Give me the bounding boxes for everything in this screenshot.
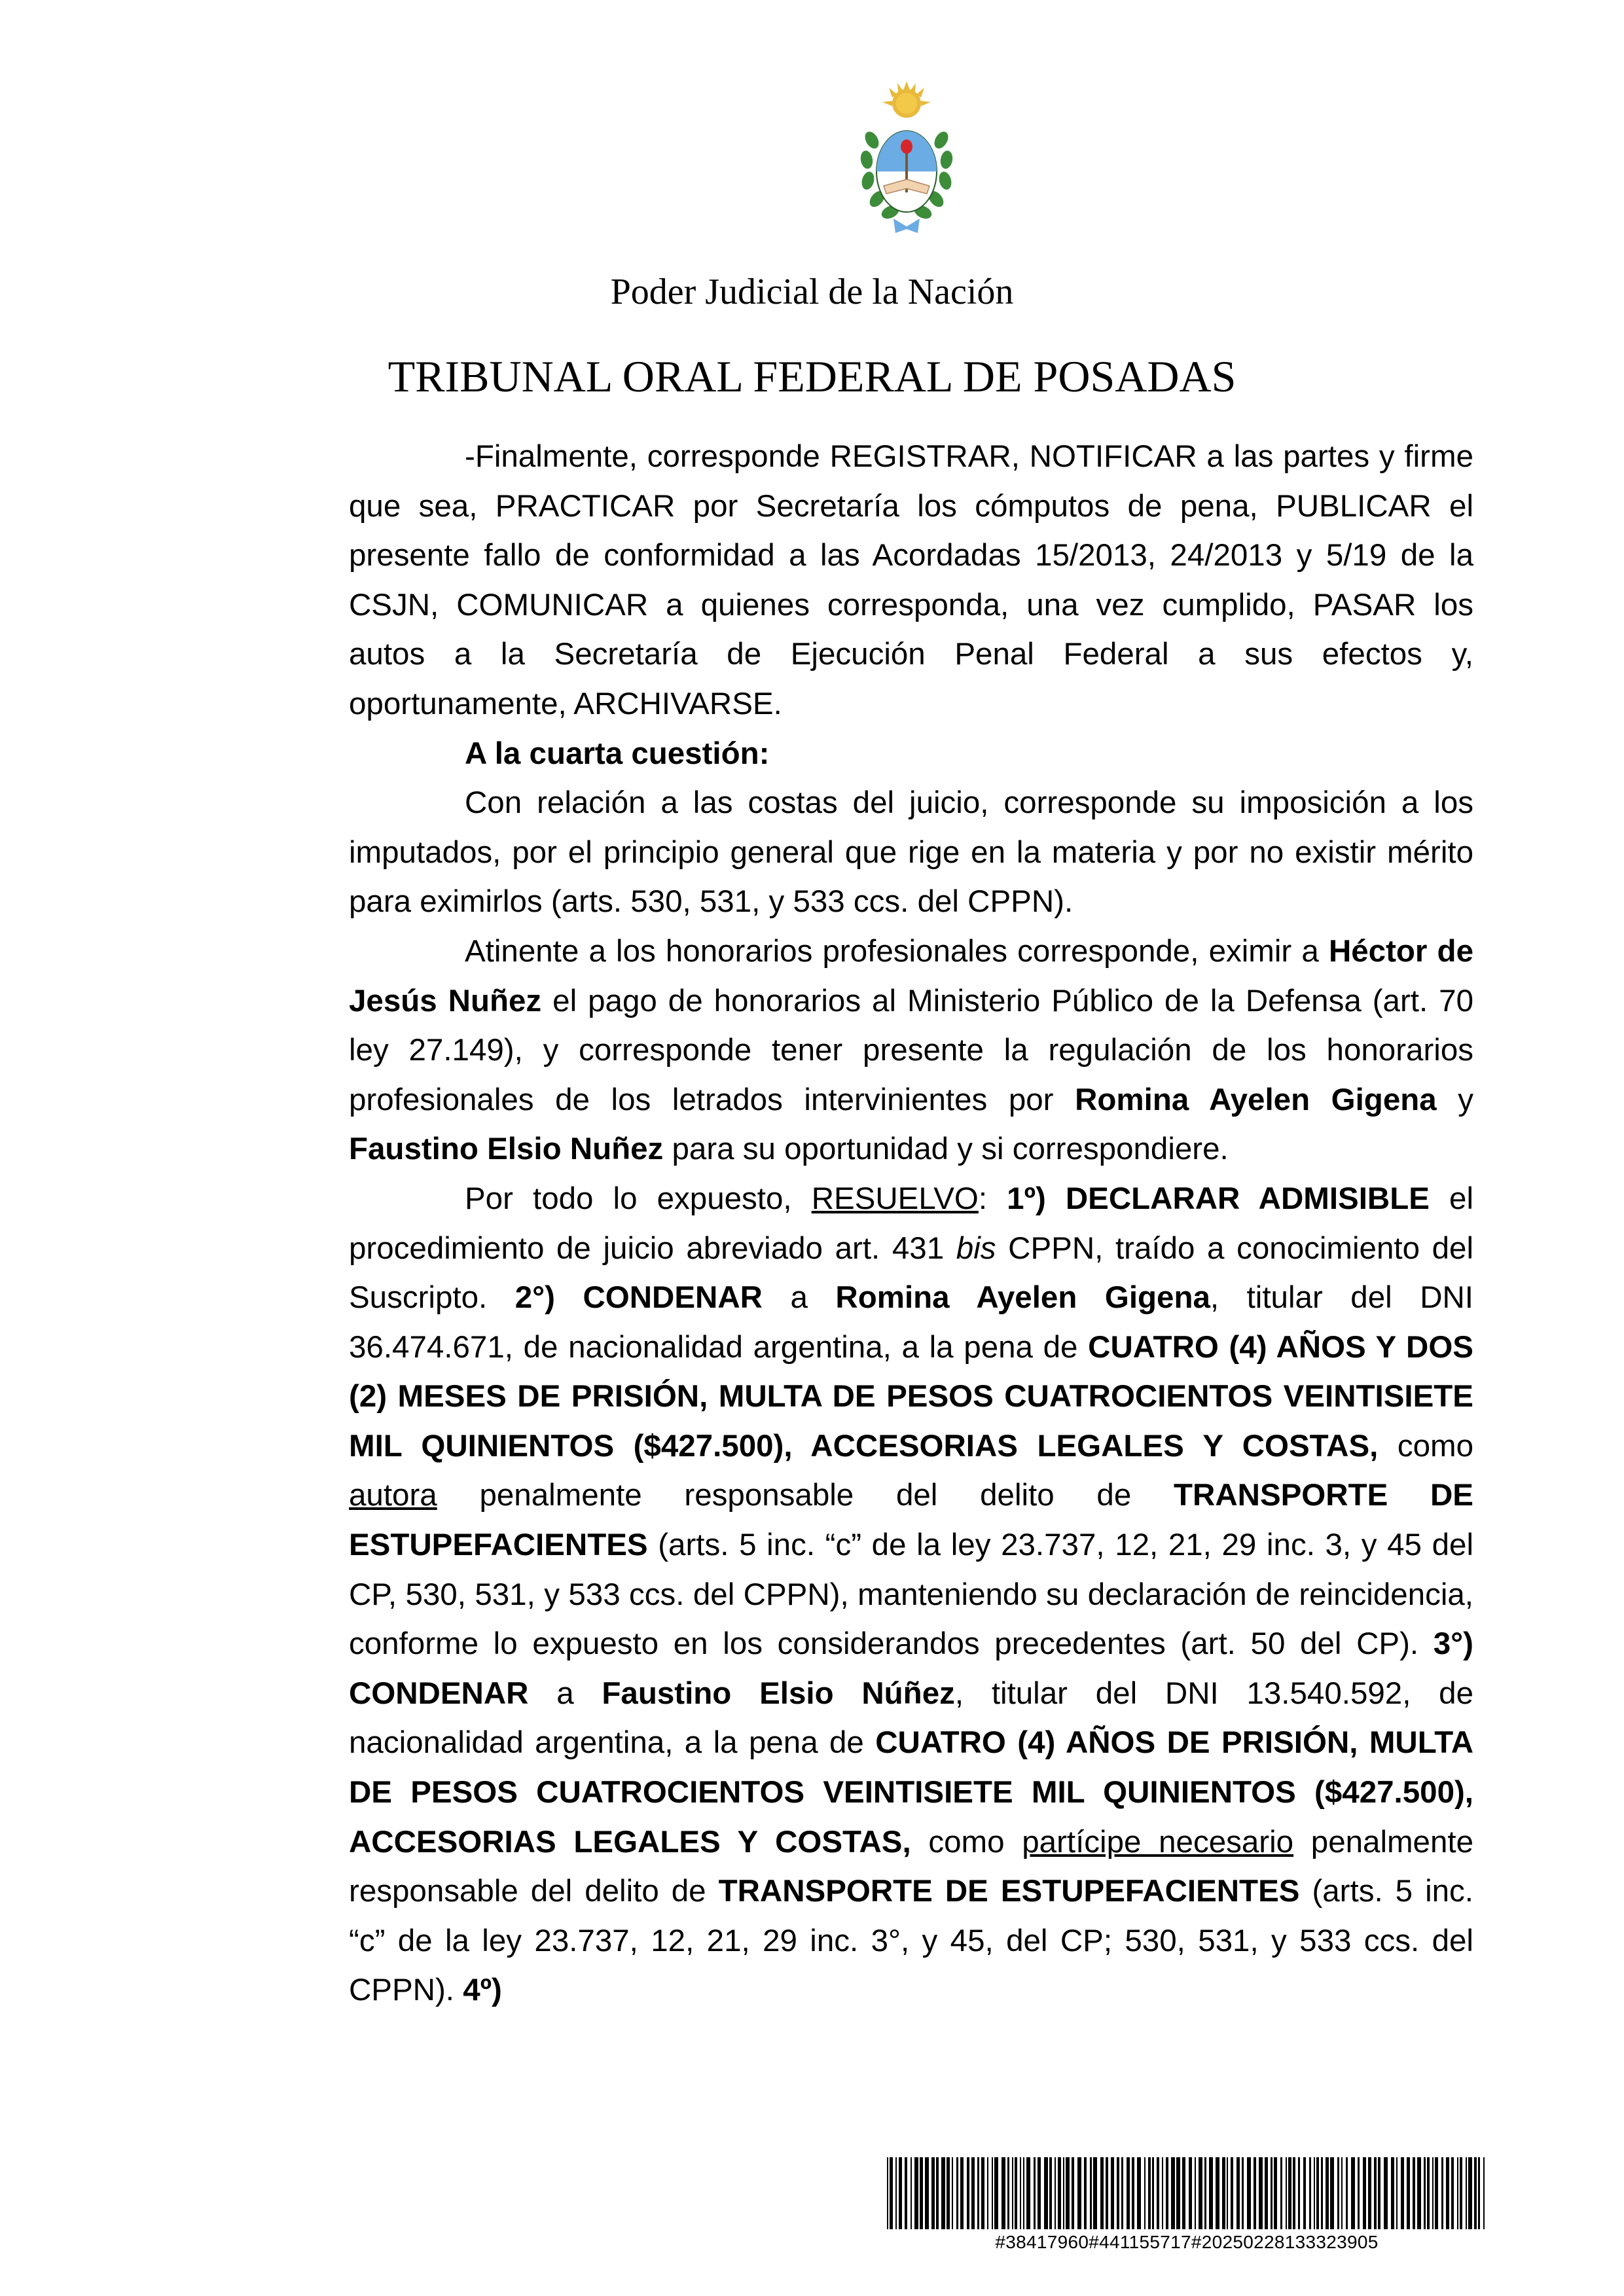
- paragraph-resolution: Por todo lo expuesto, RESUELVO: 1º) DECLARAR ADMISIBLE el procedimiento de juicio abreviado art. 431 bis CPPN, traído a conocimiento del Suscripto. 2°) CONDENAR a Romina Ayelen Gigena, titular del DNI 36.474.671, de nacionalidad argentina, a la pena de CUATRO (4) AÑOS Y DOS (2) MESES DE PRISIÓN, MULTA DE PESOS CUATROCIENTOS VEINTISIETE MIL QUINIENTOS ($427.500), ACCESORIAS LEGALES Y COSTAS, como autora penalmente responsable del delito de TRANSPORTE DE ESTUPEFACIENTES (arts. 5 inc. “c” de la ley 23.737, 12, 21, 29 inc. 3, y 45 del CP, 530, 531, y 533 ccs. del CPPN), manteniendo su declaración de reincidencia, conforme lo expuesto en los considerandos precedentes (art. 50 del CP). 3°) CONDENAR a Faustino Elsio Núñez, titular del DNI 13.540.592, de nacionalidad argentina, a la pena de CUATRO (4) AÑOS DE PRISIÓN, MULTA DE PESOS CUATROCIENTOS VEINTISIETE MIL QUINIENTOS ($427.500), ACCESORIAS LEGALES Y COSTAS, como partícipe necesario penalmente responsable del delito de TRANSPORTE DE ESTUPEFACIENTES (arts. 5 inc. “c” de la ley 23.737, 12, 21, 29 inc. 3°, y 45, del CP; 530, 531, y 533 ccs. del CPPN). 4º): [349, 1181, 1474, 2008]
- barcode-bar: [1171, 2157, 1175, 2229]
- tribunal-name: TRIBUNAL ORAL FEDERAL DE POSADAS: [388, 351, 1236, 401]
- barcode-bar: [905, 2157, 907, 2229]
- barcode-bar: [1435, 2157, 1438, 2229]
- barcode-bar: [1084, 2157, 1087, 2229]
- barcode-bar: [1100, 2157, 1104, 2229]
- barcode-bar: [899, 2157, 902, 2229]
- barcode-bar: [1023, 2157, 1024, 2229]
- barcode-bar: [1157, 2157, 1159, 2229]
- barcode-bar: [1121, 2157, 1123, 2229]
- barcode-bar: [1254, 2157, 1256, 2229]
- barcode-bar: [1227, 2157, 1228, 2229]
- barcode-bar: [1407, 2157, 1410, 2229]
- barcode-bar: [1055, 2157, 1056, 2229]
- barcode-number: #38417960#441155717#20250228133323905: [995, 2232, 1379, 2252]
- barcode-icon: [887, 2157, 1487, 2229]
- barcode-bar: [967, 2157, 969, 2229]
- barcode-bar: [1222, 2157, 1225, 2229]
- barcode-bar: [1090, 2157, 1092, 2229]
- barcode-bar: [1358, 2157, 1360, 2229]
- paragraph-costs: Con relación a las costas del juicio, corresponde su imposición a los imputados, por el principio general que rige en la materia y por no existir mérito para eximirlos (arts. 530, 531, y 533 ccs. del CPPN).: [349, 785, 1473, 920]
- barcode-bar: [1242, 2157, 1244, 2229]
- barcode-bar: [1111, 2157, 1114, 2229]
- barcode-bar: [1474, 2157, 1477, 2229]
- barcode-bar: [936, 2157, 939, 2229]
- barcode-bar: [1265, 2157, 1268, 2229]
- barcode-bar: [1034, 2157, 1036, 2229]
- barcode-bar: [1049, 2157, 1052, 2229]
- barcode-bar: [1368, 2157, 1371, 2229]
- barcode-bar: [1446, 2157, 1449, 2229]
- barcode-bar: [1015, 2157, 1017, 2229]
- institution-name: Poder Judicial de la Nación: [610, 272, 1014, 312]
- barcode-bar: [956, 2157, 958, 2229]
- paragraph-fees: Atinente a los honorarios profesionales corresponde, eximir a Héctor de Jesús Nuñez el pago de honorarios al Ministerio Público de la Defensa (art. 70 ley 27.149), y corresponde tener presente la regulación de los honorarios profesionales de los letrados intervinientes por Romina Ayelen Gigena y Faustino Elsio Nuñez para su oportunidad y si correspondiere.: [349, 933, 1473, 1167]
- barcode-bar: [1401, 2157, 1404, 2229]
- barcode-bar: [1166, 2157, 1168, 2229]
- barcode-bar: [1321, 2157, 1323, 2229]
- barcode-bar: [1341, 2157, 1343, 2229]
- barcode-bar: [1209, 2157, 1213, 2229]
- barcode-bar: [1077, 2157, 1081, 2229]
- barcode-bar: [1483, 2157, 1485, 2229]
- barcode-bar: [1288, 2157, 1291, 2229]
- barcode-bar: [1137, 2157, 1141, 2229]
- barcode-bar: [1460, 2157, 1462, 2229]
- barcode-bar: [947, 2157, 950, 2229]
- barcode-bar: [1424, 2157, 1426, 2229]
- barcode-bar: [1012, 2157, 1013, 2229]
- barcode-bar: [960, 2157, 964, 2229]
- barcode-bar: [1441, 2157, 1443, 2229]
- barcode-bar: [1026, 2157, 1030, 2229]
- barcode-bar: [1176, 2157, 1180, 2229]
- barcode-bar: [1259, 2157, 1263, 2229]
- barcode-bar: [1106, 2157, 1108, 2229]
- barcode-bar: [1417, 2157, 1421, 2229]
- argentina-coat-of-arms-icon: [857, 81, 956, 238]
- barcode-bar: [971, 2157, 975, 2229]
- barcode-bar: [994, 2157, 998, 2229]
- barcode-bar: [992, 2157, 993, 2229]
- barcode-bar: [1132, 2157, 1134, 2229]
- barcode-bar: [911, 2157, 912, 2229]
- barcode-bar: [981, 2157, 984, 2229]
- barcode-bar: [1247, 2157, 1251, 2229]
- barcode-bar: [1066, 2157, 1070, 2229]
- barcode-bar: [1280, 2157, 1282, 2229]
- barcode-bar: [1231, 2157, 1233, 2229]
- barcode-bar: [1182, 2157, 1185, 2229]
- paragraph-closing-orders: -Finalmente, corresponde REGISTRAR, NOTIFICAR a las partes y firme que sea, PRACTICAR por Secretaría los cómputos de pena, PUBLICAR el presente fallo de conformidad a las Acordadas 15/2013, 24/2013 y 5/19 de la CSJN, COMUNICAR a quienes corresponda, una vez cumplido, PASAR los autos a la Secretaría de Ejecución Penal Federal a sus efectos y, oportunamente, ARCHIVARSE.: [349, 439, 1473, 721]
- barcode-bar: [1007, 2157, 1009, 2229]
- barcode-bar: [1020, 2157, 1021, 2229]
- barcode-bar: [1162, 2157, 1163, 2229]
- barcode-bar: [1374, 2157, 1377, 2229]
- barcode-bar: [1466, 2157, 1467, 2229]
- barcode-bar: [1363, 2157, 1366, 2229]
- barcode-bar: [1309, 2157, 1311, 2229]
- barcode-bar: [920, 2157, 923, 2229]
- barcode-bar: [1044, 2157, 1048, 2229]
- barcode-bar: [1236, 2157, 1240, 2229]
- barcode-bar: [1274, 2157, 1277, 2229]
- barcode-bar: [1432, 2157, 1434, 2229]
- barcode-bar: [1314, 2157, 1315, 2229]
- barcode-bar: [1391, 2157, 1394, 2229]
- barcode-bar: [1413, 2157, 1415, 2229]
- barcode-bar: [1204, 2157, 1206, 2229]
- barcode-bar: [1378, 2157, 1380, 2229]
- barcode-bar: [1451, 2157, 1454, 2229]
- barcode-bar: [1117, 2157, 1119, 2229]
- barcode-bar: [1127, 2157, 1130, 2229]
- barcode-bar: [1384, 2157, 1388, 2229]
- barcode-bar: [1038, 2157, 1041, 2229]
- barcode-bar: [931, 2157, 935, 2229]
- barcode-bar: [1093, 2157, 1097, 2229]
- barcode-bar: [1298, 2157, 1300, 2229]
- barcode-bar: [1293, 2157, 1295, 2229]
- barcode-bar: [887, 2157, 888, 2229]
- section-heading: A la cuarta cuestión:: [465, 736, 770, 771]
- barcode-bar: [1427, 2157, 1430, 2229]
- barcode-bar: [1072, 2157, 1074, 2229]
- barcode-bar: [1152, 2157, 1154, 2229]
- barcode-bar: [1195, 2157, 1196, 2229]
- barcode-bar: [1144, 2157, 1146, 2229]
- barcode-bar: [1216, 2157, 1219, 2229]
- barcode-bar: [1316, 2157, 1319, 2229]
- barcode-bar: [1286, 2157, 1287, 2229]
- barcode-bar: [1478, 2157, 1480, 2229]
- barcode-bar: [987, 2157, 988, 2229]
- barcode-bar: [1303, 2157, 1306, 2229]
- barcode-bar: [895, 2157, 897, 2229]
- barcode-bar: [925, 2157, 929, 2229]
- barcode-bar: [1351, 2157, 1355, 2229]
- barcode-bar: [1199, 2157, 1202, 2229]
- barcode-bar: [1001, 2157, 1005, 2229]
- barcode-bar: [1330, 2157, 1334, 2229]
- barcode-bar: [1468, 2157, 1472, 2229]
- barcode-bar: [977, 2157, 979, 2229]
- barcode-bar: [1396, 2157, 1398, 2229]
- resolution-body: [349, 432, 1473, 2015]
- barcode-bar: [1457, 2157, 1458, 2229]
- barcode-bar: [890, 2157, 893, 2229]
- barcode-bar: [1148, 2157, 1151, 2229]
- barcode-bar: [1346, 2157, 1348, 2229]
- barcode-bar: [952, 2157, 953, 2229]
- barcode-bar: [941, 2157, 945, 2229]
- barcode-bar: [1189, 2157, 1192, 2229]
- barcode-bar: [1271, 2157, 1272, 2229]
- barcode-bar: [914, 2157, 918, 2229]
- barcode-bar: [1058, 2157, 1061, 2229]
- barcode-bar: [1063, 2157, 1064, 2229]
- barcode-bar: [1337, 2157, 1339, 2229]
- barcode-bar: [1326, 2157, 1329, 2229]
